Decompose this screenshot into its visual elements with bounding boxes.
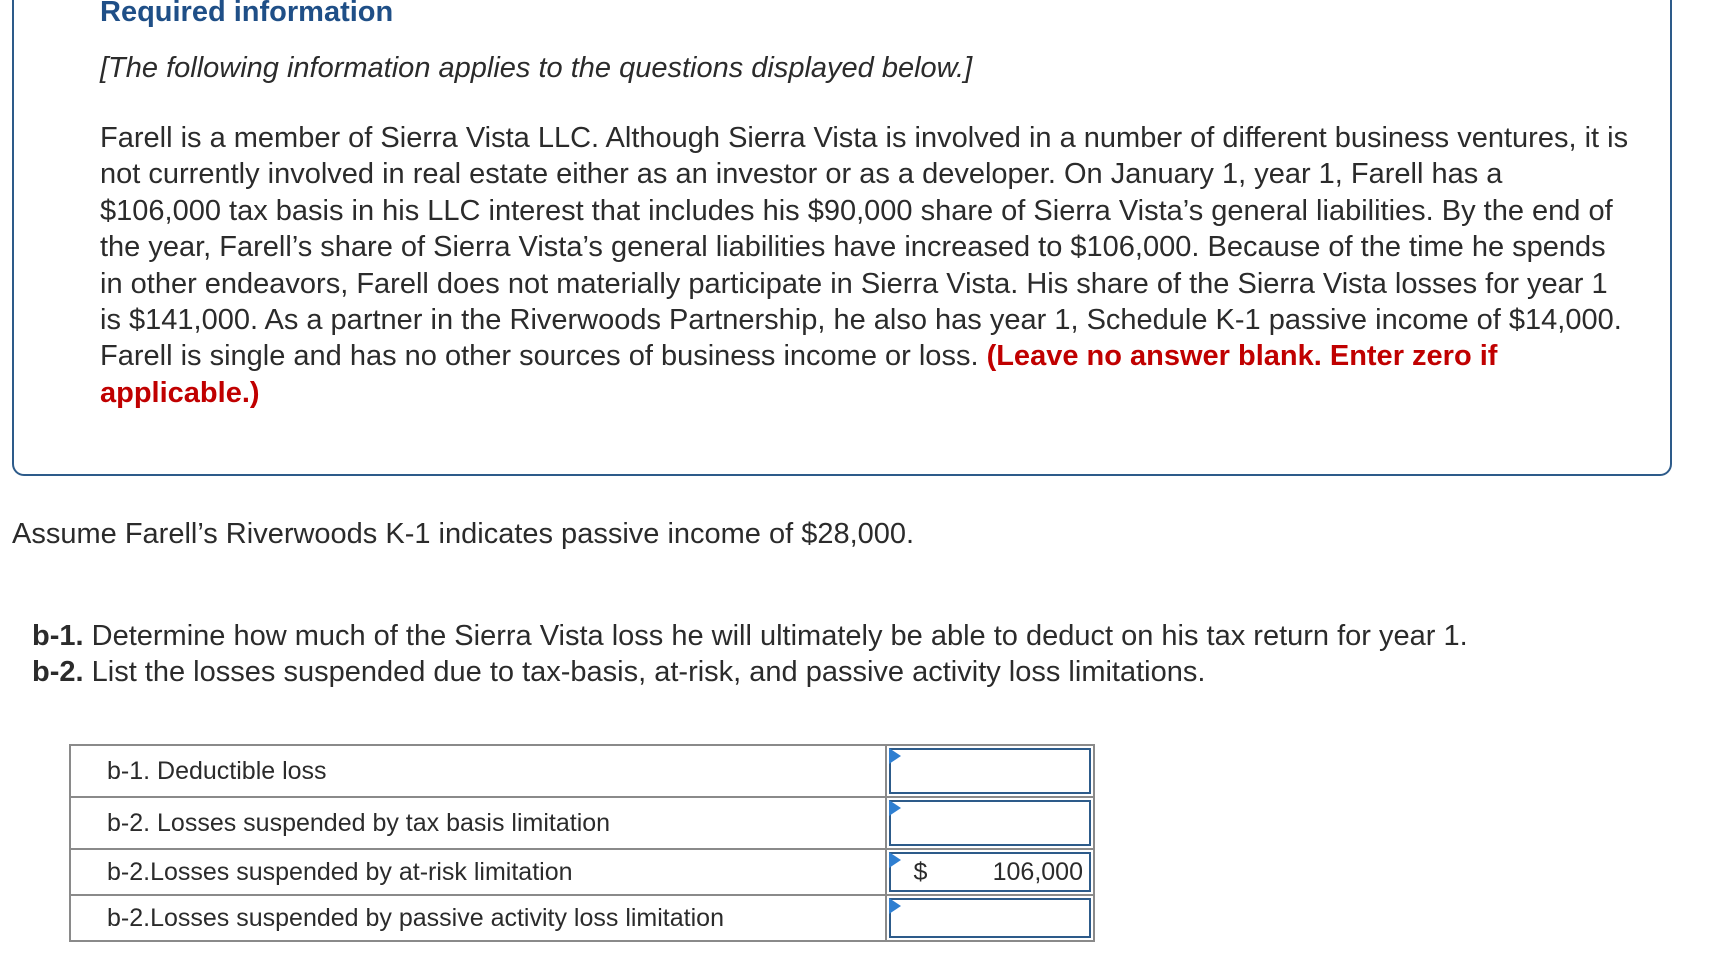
table-row <box>70 797 1094 849</box>
info-subtitle: [The following information applies to the questions displayed below.] <box>100 52 973 84</box>
leave-no-blank-note: (Leave no answer blank. Enter zero if applicable.) <box>100 340 1498 409</box>
tax-basis-suspended-input[interactable] <box>889 800 1091 846</box>
question-instructions <box>32 618 1468 690</box>
required-info-box <box>12 0 1672 476</box>
answer-cell <box>886 849 1094 895</box>
answer-cell <box>886 895 1094 941</box>
instruction-b2-text: List the losses suspended due to tax-basis, at-risk, and passive activity loss limitations. <box>91 656 1206 688</box>
instruction-b1 <box>32 618 1468 654</box>
table-row <box>70 895 1094 941</box>
row-label-tax-basis: b-2. Losses suspended by tax basis limitation <box>70 797 886 849</box>
instruction-b2 <box>32 654 1468 690</box>
blue-triangle-marker-icon <box>889 800 901 816</box>
info-paragraph-text: Farell is a member of Sierra Vista LLC. Although Sierra Vista is involved in a number of different business ventures, it is not currently involved in real estate either as an investor or as a developer. On January 1, year 1, Farell has a $106,000 tax basis in his LLC interest that includes his $90,000 share of Sierra Vista’s general liabilities. By the end of the year, Farell’s share of Sierra Vista’s general liabilities have increased to $106,000. Because of the time he spends in other endeavors, Farell does not materially participate in Sierra Vista. His share of the Sierra Vista losses for year 1 is $141,000. As a partner in the Riverwoods Partnership, he also has year 1, Schedule K-1 passive income of $14,000. Farell is single and has no other sources of business income or loss. <box>100 122 1629 373</box>
instruction-b1-text: Determine how much of the Sierra Vista loss he will ultimately be able to deduct on his tax return for year 1. <box>91 620 1468 652</box>
answer-cell <box>886 797 1094 849</box>
row-label-at-risk: b-2.Losses suspended by at-risk limitation <box>70 849 886 895</box>
currency-symbol: $ <box>913 857 928 886</box>
assumption-text: Assume Farell’s Riverwoods K-1 indicates passive income of $28,000. <box>12 518 915 550</box>
row-label-deductible-loss: b-1. Deductible loss <box>70 745 886 797</box>
instruction-b1-label: b-1. <box>32 620 84 652</box>
blue-triangle-marker-icon <box>889 898 901 914</box>
at-risk-suspended-input[interactable] <box>889 852 1091 892</box>
table-row <box>70 849 1094 895</box>
blue-triangle-marker-icon <box>889 852 901 868</box>
answer-cell <box>886 745 1094 797</box>
row-label-passive-activity: b-2.Losses suspended by passive activity loss limitation <box>70 895 886 941</box>
info-paragraph <box>100 120 1630 411</box>
answer-table <box>69 744 1095 942</box>
deductible-loss-input[interactable] <box>889 748 1091 794</box>
blue-triangle-marker-icon <box>889 748 901 764</box>
table-row <box>70 745 1094 797</box>
info-title: Required information <box>100 0 394 28</box>
passive-activity-suspended-input[interactable] <box>889 898 1091 938</box>
input-value: 106,000 <box>992 857 1083 886</box>
instruction-b2-label: b-2. <box>32 656 84 688</box>
